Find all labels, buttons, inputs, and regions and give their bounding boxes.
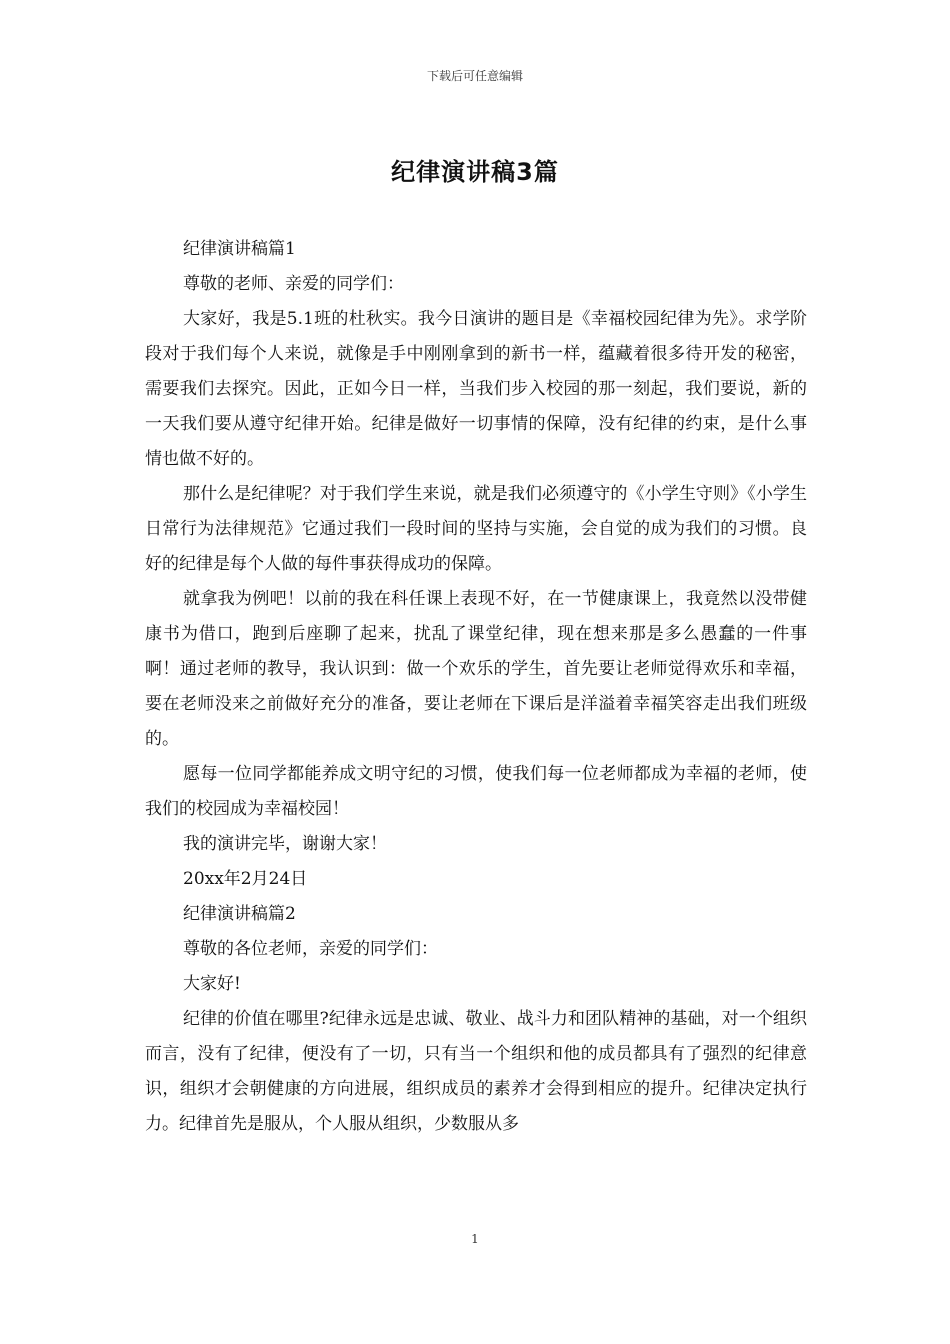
document-title: 纪律演讲稿3篇: [391, 158, 559, 186]
section-heading-2: 纪律演讲稿篇2: [183, 904, 296, 924]
salutation-1: 尊敬的老师、亲爱的同学们：: [183, 274, 404, 294]
page-number: 1: [471, 1232, 479, 1246]
page-header: 下载后可任意编辑: [426, 69, 523, 83]
date-line: 20xx年2月24日: [183, 869, 308, 889]
paragraph: 大家好，我是5.1班的杜秋实。我今日演讲的题目是《幸福校园纪律为先》。求学阶段对于我们每个人来说，就像是手中刚刚拿到的新书一样，蕴藏着很多待开发的秘密，需要我们去探究。因此，正如今日一样，当我们步入校园的那一刻起，我们要说，新的一天我们要从遵守纪律开始。纪律是做好一切事情的保障，没有纪律的约束，是什么事情也做不好的。: [145, 309, 807, 469]
paragraph: 愿每一位同学都能养成文明守纪的习惯，使我们每一位老师都成为幸福的老师，使我们的校园成为幸福校园！: [145, 764, 807, 819]
paragraph: 就拿我为例吧！以前的我在科任课上表现不好，在一节健康课上，我竟然以没带健康书为借口，跑到后座聊了起来，扰乱了课堂纪律，现在想来那是多么愚蠢的一件事啊！通过老师的教导，我认识到：做一个欢乐的学生，首先要让老师觉得欢乐和幸福，要在老师没来之前做好充分的准备，要让老师在下课后是洋溢着幸福笑容走出我们班级的。: [145, 589, 807, 749]
section-heading-1: 纪律演讲稿篇1: [183, 239, 296, 259]
greeting: 大家好!: [183, 974, 241, 994]
salutation-2: 尊敬的各位老师，亲爱的同学们：: [183, 939, 438, 959]
paragraph: 纪律的价值在哪里?纪律永远是忠诚、敬业、战斗力和团队精神的基础，对一个组织而言，没有了纪律，便没有了一切，只有当一个组织和他的成员都具有了强烈的纪律意识，组织才会朝健康的方向进展，组织成员的素养才会得到相应的提升。纪律决定执行力。纪律首先是服从，个人服从组织，少数服从多: [145, 1009, 807, 1134]
paragraph: 那什么是纪律呢？对于我们学生来说，就是我们必须遵守的《小学生守则》《小学生日常行为法律规范》它通过我们一段时间的坚持与实施，会自觉的成为我们的习惯。良好的纪律是每个人做的每件事获得成功的保障。: [145, 484, 807, 574]
document-body: [145, 232, 807, 1142]
closing-line: 我的演讲完毕，谢谢大家！: [183, 834, 387, 854]
